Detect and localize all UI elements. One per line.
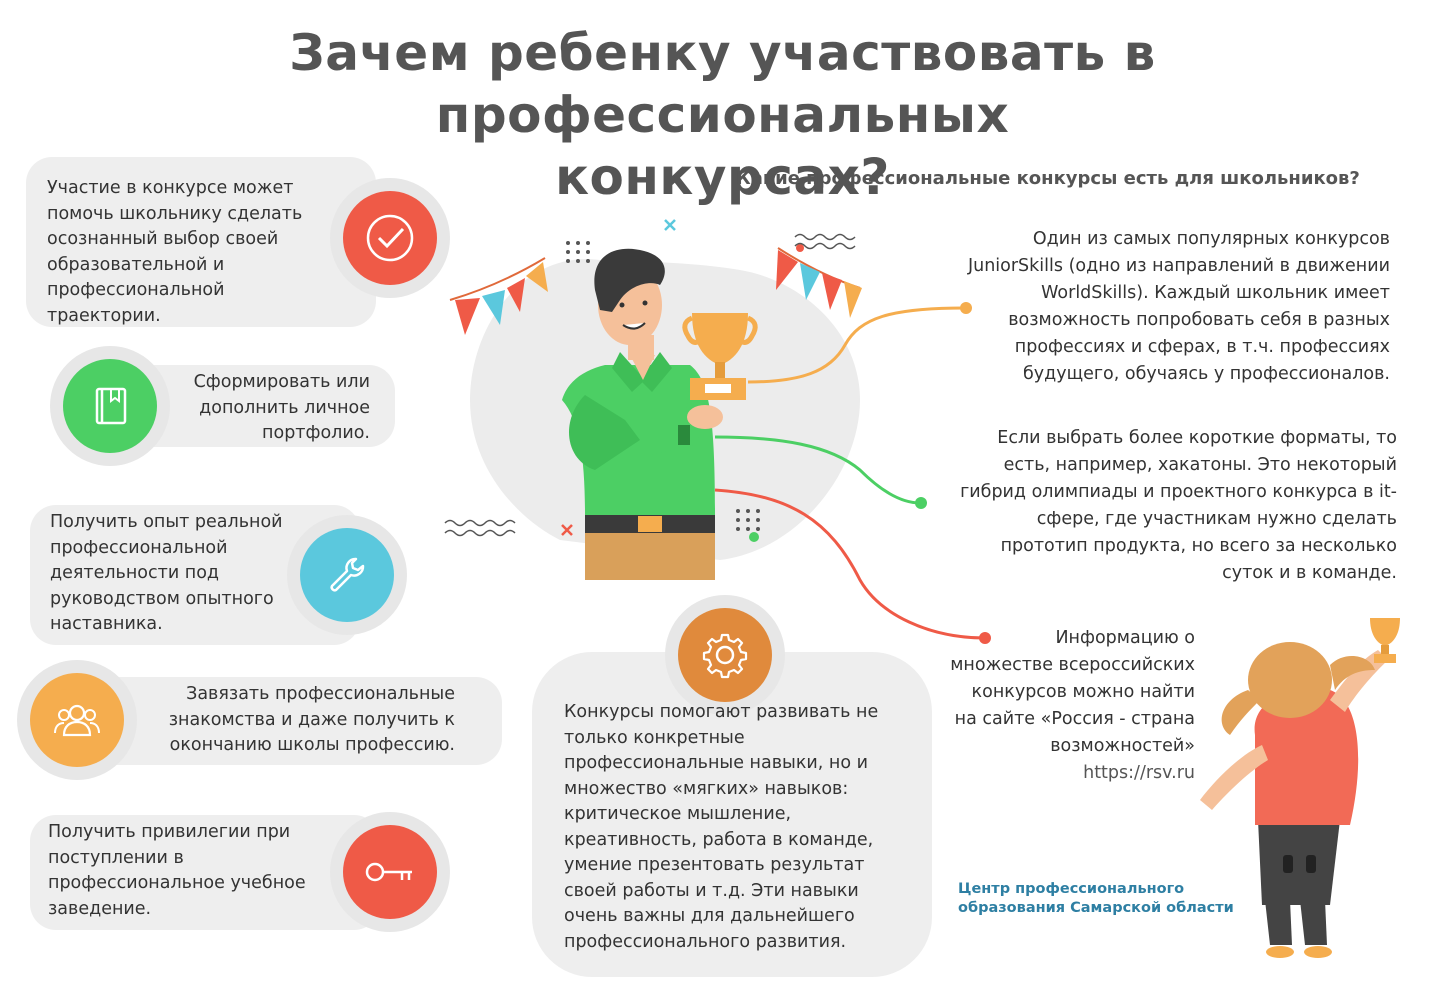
competition-text-2: Если выбрать более короткие форматы, то есть, например, хакатоны. Это некоторый гибрид олимпиады и проектного конкурса в it-сфере, где участникам нужно сделать прототип продукта, но всего за несколько суток и в команде. bbox=[960, 428, 1397, 583]
benefit-icon-circle-2 bbox=[63, 359, 157, 453]
competition-text-3 bbox=[950, 625, 1195, 787]
competitions-question: Какие профессиональные конкурсы есть для школьников? bbox=[736, 168, 1360, 189]
book-icon bbox=[85, 381, 135, 431]
competition-text-3-body: Информацию о множестве всероссийских конкурсов можно найти на сайте «Россия - страна возможностей» bbox=[950, 628, 1195, 756]
wrench-icon bbox=[322, 550, 372, 600]
key-icon bbox=[362, 852, 418, 892]
people-icon bbox=[50, 693, 104, 747]
benefit-icon-circle-5 bbox=[343, 825, 437, 919]
title-line-1: Зачем ребенку участвовать в профессиональных bbox=[289, 24, 1156, 144]
benefit-icon-circle-1 bbox=[343, 191, 437, 285]
soft-skills-icon-circle bbox=[678, 608, 772, 702]
footer-organization bbox=[958, 880, 1234, 918]
benefit-icon-circle-3 bbox=[300, 528, 394, 622]
check-icon bbox=[360, 208, 420, 268]
benefit-icon-circle-4 bbox=[30, 673, 124, 767]
wave-top-icon bbox=[795, 235, 855, 249]
benefit-text-5: Получить привилегии при поступлении в профессиональное учебное заведение. bbox=[48, 822, 306, 919]
benefit-text-4: Завязать профессиональные знакомства и даже получить к окончанию школы профессию. bbox=[168, 684, 455, 755]
benefit-text-3: Получить опыт реальной профессиональной деятельности под руководством опытного наставника. bbox=[50, 512, 283, 634]
cross-top-icon bbox=[665, 220, 675, 230]
competition-text-1: Один из самых популярных конкурсов JuniorSkills (одно из направлений в движении WorldSkills). Каждый школьник имеет возможность попробовать себя в разных профессиях и сферах, в т.ч. профессиях будущего, обучаясь у профессионалов. bbox=[967, 229, 1390, 384]
footer-line-2: образования Самарской области bbox=[958, 900, 1234, 916]
small-trophy-icon bbox=[1370, 618, 1400, 663]
gear-icon bbox=[697, 627, 753, 683]
wave-left-icon bbox=[445, 521, 515, 536]
title-line-2: конкурсах? bbox=[555, 148, 890, 206]
footer-line-1: Центр профессионального bbox=[958, 881, 1185, 897]
rsv-link[interactable]: https://rsv.ru bbox=[1083, 763, 1195, 783]
soft-skills-text: Конкурсы помогают развивать не только конкретные профессиональные навыки, но и множество «мягких» навыков: критическое мышление, креативность, работа в команде, умение презентовать результат своей работы и т.д. Эти навыки очень важны для дальнейшего профессионального развития. bbox=[564, 702, 879, 952]
benefit-text-2: Сформировать или дополнить личное портфолио. bbox=[193, 372, 370, 443]
benefit-text-1: Участие в конкурсе может помочь школьнику сделать осознанный выбор своей образовательной и профессиональной траектории. bbox=[47, 178, 303, 326]
